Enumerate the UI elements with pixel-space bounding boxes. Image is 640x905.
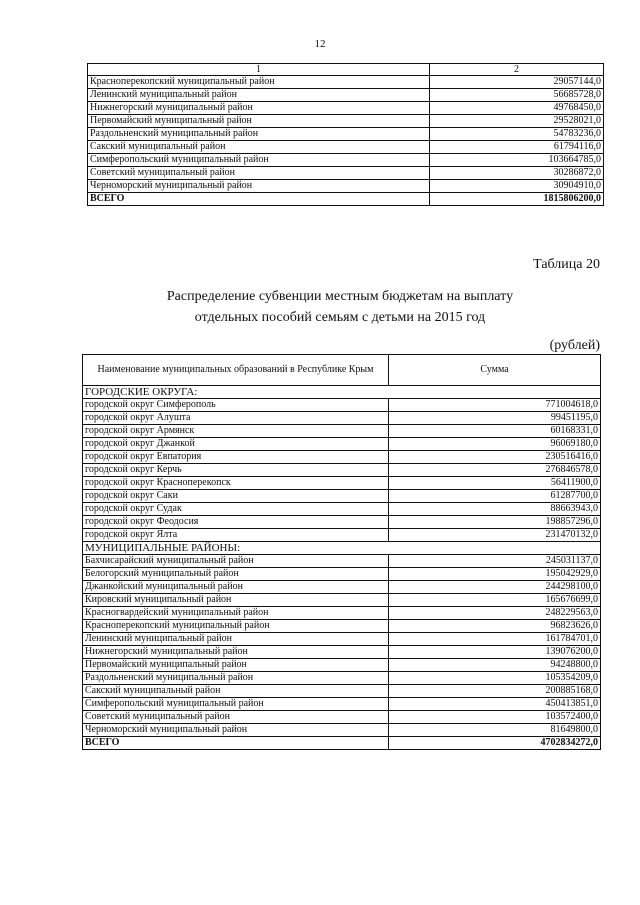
total-row [83,737,601,750]
header-sum: Сумма [389,355,601,386]
table-row [83,594,601,607]
table-header-row [83,355,601,386]
amount-value: 96823626,0 [389,620,601,633]
amount-value: 4702834272,0 [389,737,601,750]
table-row [83,516,601,529]
table-title [0,286,640,328]
table-row [83,464,601,477]
municipality-name: Нижнегорский муниципальный район [88,102,430,115]
column-number-1: 1 [88,64,430,76]
municipality-name: Первомайский муниципальный район [88,115,430,128]
municipality-name: Сакский муниципальный район [83,685,389,698]
table-row [83,451,601,464]
municipality-name: Ленинский муниципальный район [88,89,430,102]
amount-value: 60168331,0 [389,425,601,438]
table-row [83,685,601,698]
municipality-name: Первомайский муниципальный район [83,659,389,672]
amount-value: 161784701,0 [389,633,601,646]
amount-value: 56411900,0 [389,477,601,490]
amount-value: 99451195,0 [389,412,601,425]
table-row [83,555,601,568]
table-row [83,529,601,542]
table-row [83,477,601,490]
table-row [83,581,601,594]
table-row [83,607,601,620]
table-row [83,620,601,633]
amount-value: 771004618,0 [389,399,601,412]
amount-value: 245031137,0 [389,555,601,568]
table-row [83,711,601,724]
amount-value: 61794116,0 [430,141,604,154]
municipality-name: Симферопольский муниципальный район [83,698,389,711]
amount-value: 103572400,0 [389,711,601,724]
municipality-name: городской округ Феодосия [83,516,389,529]
table-row [83,646,601,659]
municipality-name: городской округ Саки [83,490,389,503]
table-row [83,490,601,503]
table-row [83,503,601,516]
table-title-line-1: Распределение субвенции местным бюджетам на выплату [166,289,514,304]
table-row [83,724,601,737]
amount-value: 81649800,0 [389,724,601,737]
table-row [88,154,604,167]
amount-value: 200885168,0 [389,685,601,698]
amount-value: 30904910,0 [430,180,604,193]
municipality-name: городской округ Судак [83,503,389,516]
amount-value: 165676699,0 [389,594,601,607]
table-row [88,167,604,180]
municipality-name: Сакский муниципальный район [88,141,430,154]
municipality-name: Белогорский муниципальный район [83,568,389,581]
header-municipality: Наименование муниципальных образований в Республике Крым [83,355,389,386]
amount-value: 29057144,0 [430,76,604,89]
table-row [83,568,601,581]
subvention-distribution-table [82,354,601,750]
amount-value: 103664785,0 [430,154,604,167]
amount-value: 195042929,0 [389,568,601,581]
table-row [88,141,604,154]
municipality-name: Нижнегорский муниципальный район [83,646,389,659]
subvention-table-body [83,355,601,750]
table-row [88,128,604,141]
table-row [83,425,601,438]
section-heading: ГОРОДСКИЕ ОКРУГА: [83,386,601,399]
municipality-name: городской округ Армянск [83,425,389,438]
units-label: (рублей) [549,338,600,353]
municipality-name: Красноперекопский муниципальный район [83,620,389,633]
municipality-name: ВСЕГО [83,737,389,750]
table-row [83,659,601,672]
municipality-name: городской округ Симферополь [83,399,389,412]
municipality-name: Ленинский муниципальный район [83,633,389,646]
section-row-districts [83,542,601,555]
municipality-name: ВСЕГО [88,193,430,206]
municipality-name: Советский муниципальный район [88,167,430,180]
continued-distribution-table [87,63,604,206]
section-heading: МУНИЦИПАЛЬНЫЕ РАЙОНЫ: [83,542,601,555]
page-number: 12 [314,38,326,50]
municipality-name: Советский муниципальный район [83,711,389,724]
municipality-name: Красноперекопский муниципальный район [88,76,430,89]
table-number: Таблица 20 [533,257,600,272]
table-row [88,180,604,193]
amount-value: 56685728,0 [430,89,604,102]
amount-value: 94248800,0 [389,659,601,672]
amount-value: 96069180,0 [389,438,601,451]
municipality-name: Джанкойский муниципальный район [83,581,389,594]
amount-value: 244298100,0 [389,581,601,594]
municipality-name: Черноморский муниципальный район [83,724,389,737]
amount-value: 61287700,0 [389,490,601,503]
continued-table-body [88,64,604,206]
amount-value: 54783236,0 [430,128,604,141]
amount-value: 29528021,0 [430,115,604,128]
amount-value: 30286872,0 [430,167,604,180]
amount-value: 49768450,0 [430,102,604,115]
total-row [88,193,604,206]
table-row [83,438,601,451]
municipality-name: Черноморский муниципальный район [88,180,430,193]
amount-value: 230516416,0 [389,451,601,464]
table-row [88,76,604,89]
amount-value: 276846578,0 [389,464,601,477]
table-row [88,115,604,128]
table-row [88,102,604,115]
municipality-name: Раздольненский муниципальный район [83,672,389,685]
column-number-row [88,64,604,76]
table-row [83,399,601,412]
municipality-name: Симферопольский муниципальный район [88,154,430,167]
amount-value: 105354209,0 [389,672,601,685]
municipality-name: городской округ Ялта [83,529,389,542]
municipality-name: городской округ Алушта [83,412,389,425]
table-title-line-2: отдельных пособий семьям с детьми на 2015 год [194,310,486,325]
amount-value: 198857296,0 [389,516,601,529]
municipality-name: Красногвардейский муниципальный район [83,607,389,620]
table-row [83,698,601,711]
section-row-cities [83,386,601,399]
amount-value: 88663943,0 [389,503,601,516]
amount-value: 1815806200,0 [430,193,604,206]
municipality-name: Кировский муниципальный район [83,594,389,607]
table-row [88,89,604,102]
municipality-name: городской округ Красноперекопск [83,477,389,490]
municipality-name: Раздольненский муниципальный район [88,128,430,141]
table-row [83,412,601,425]
municipality-name: городской округ Керчь [83,464,389,477]
amount-value: 231470132,0 [389,529,601,542]
amount-value: 248229563,0 [389,607,601,620]
column-number-2: 2 [430,64,604,76]
table-row [83,633,601,646]
amount-value: 450413851,0 [389,698,601,711]
municipality-name: Бахчисарайский муниципальный район [83,555,389,568]
municipality-name: городской округ Евпатория [83,451,389,464]
municipality-name: городской округ Джанкой [83,438,389,451]
table-row [83,672,601,685]
amount-value: 139076200,0 [389,646,601,659]
